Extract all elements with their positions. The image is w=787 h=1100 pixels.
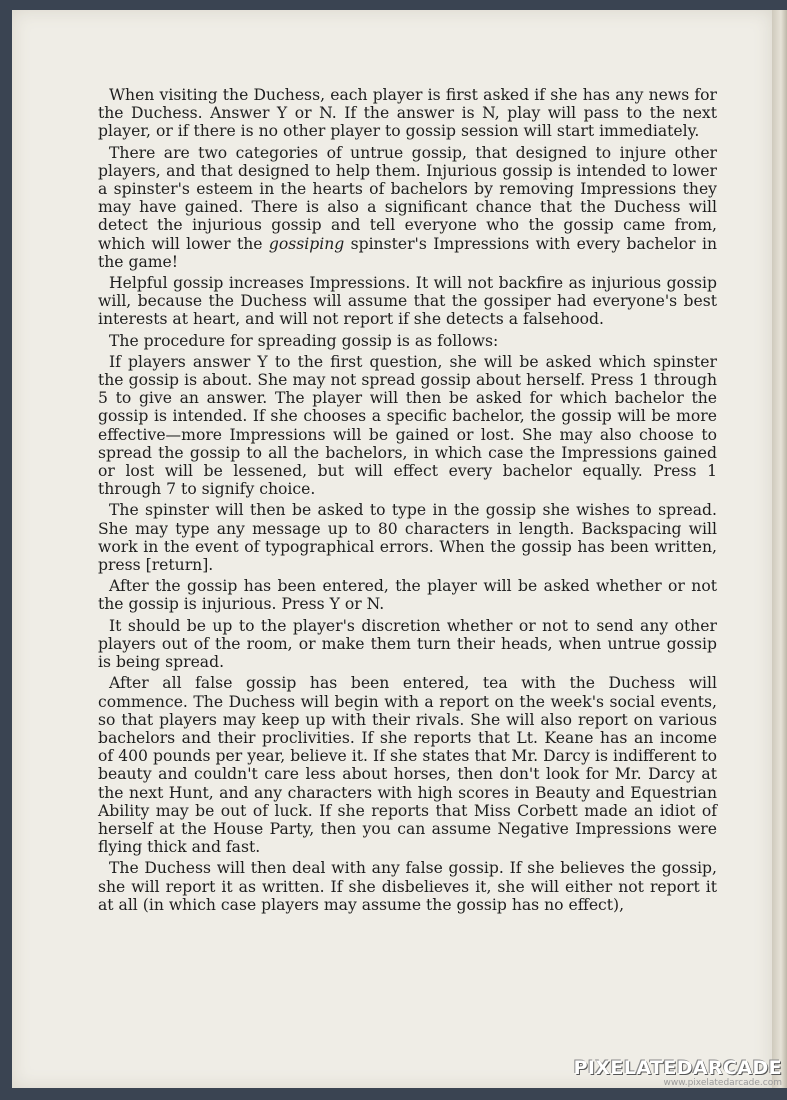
page-edge xyxy=(772,10,787,1088)
paragraph: It should be up to the player's discretion whether or not to send any other players out of the room, or make them turn their heads, when untrue gossip is being spread. xyxy=(98,616,717,672)
paragraph: After the gossip has been entered, the player will be asked whether or not the gossip is injurious. Press Y or N. xyxy=(98,577,717,614)
paragraph: The procedure for spreading gossip is as follows: xyxy=(109,331,499,350)
paragraph: The Duchess will then deal with any false gossip. If she believes the gossip, she will report it as written. If she disbelieves it, she will either not report it at all (in which case players may assume the gossip has no effect), xyxy=(98,859,717,914)
paragraph: There are two categories of untrue gossip, that designed to injure other players, and that designed to help them. Injurious gossip is intended to lower a spinster's esteem in the hearts of bachelors by removing Impressions they may have gained. There is also a significant chance that the Duchess will detect the injurious gossip and tell everyone who the gossip came from, which will lower the gossiping spinster's Impressions with every bachelor in the game! xyxy=(98,143,717,271)
paragraph: If players answer Y to the first question, she will be asked which spinster the gossip is about. She may not spread gossip about herself. Press 1 through 5 to give an answer. The player will then be asked for which bachelor the gossip is intended. If she chooses a specific bachelor, the gossip will be more effective—more Impressions will be gained or lost. She may also choose to spread the gossip to all the bachelors, in which case the Impressions gained or lost will be lessened, but will effect every bachelor equally. Press 1 through 7 to signify choice. xyxy=(98,352,717,499)
paragraph: The spinster will then be asked to type in the gossip she wishes to spread. She may type any message up to 80 characters in length. Backspacing will work in the event of typographical errors. When the gossip has been written, press [return]. xyxy=(98,501,717,575)
watermark-url: www.pixelatedarcade.com xyxy=(663,1078,782,1088)
paragraph: When visiting the Duchess, each player is first asked if she has any news for the Duchess. Answer Y or N. If the answer is N, play will pass to the next player, or if there is no other player to gossip session will start immediately. xyxy=(98,86,717,141)
body-text xyxy=(98,86,717,917)
watermark-title: PIXELATEDARCADE xyxy=(573,1057,782,1079)
paragraph: After all false gossip has been entered, tea with the Duchess will commence. The Duchess will begin with a report on the week's social events, so that players may keep up with their rivals. She will also report on various bachelors and their proclivities. If she reports that Lt. Keane has an income of 400 pounds per year, believe it. If she states that Mr. Darcy is indifferent to beauty and couldn't care less about horses, then don't look for Mr. Darcy at the next Hunt, and any characters with high scores in Beauty and Equestrian Ability may be out of luck. If she reports that Miss Corbett made an idiot of herself at the House Party, then you can assume Negative Impressions were flying thick and fast. xyxy=(98,674,717,857)
italic-word: gossiping xyxy=(268,234,345,253)
paragraph: Helpful gossip increases Impressions. It will not backfire as injurious gossip will, because the Duchess will assume that the gossiper had everyone's best interests at heart, and will not report if she detects a falsehood. xyxy=(98,274,717,329)
watermark xyxy=(574,1058,782,1088)
